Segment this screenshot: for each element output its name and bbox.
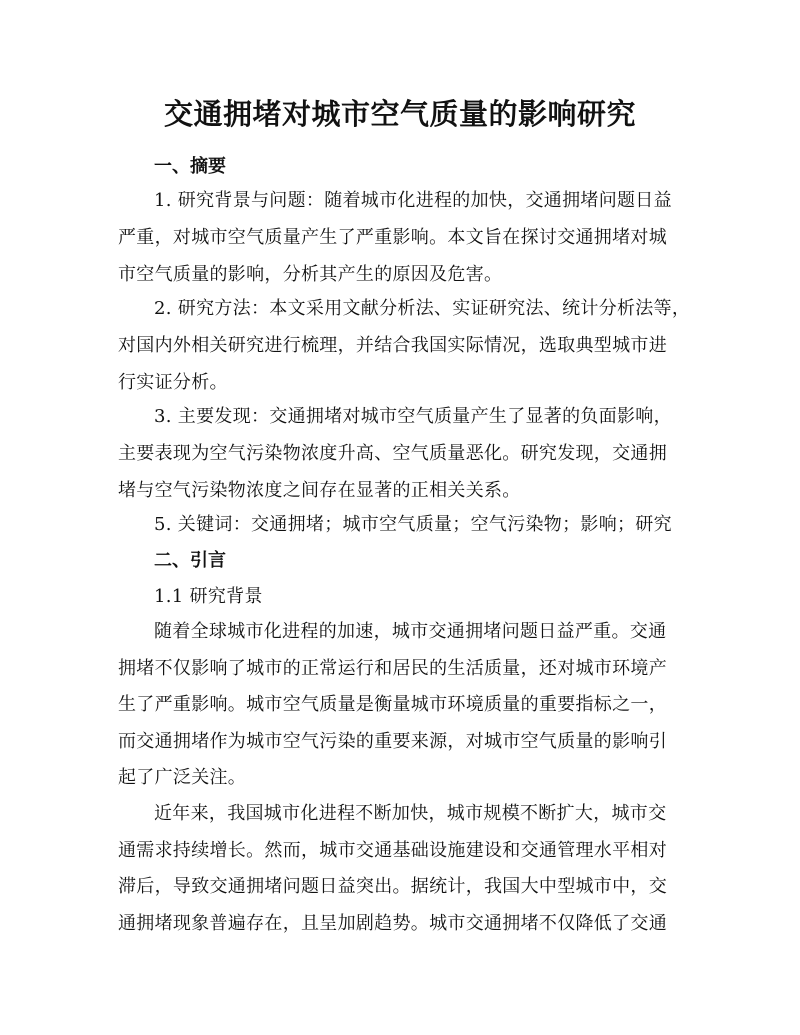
section-heading-abstract: 一、摘要 <box>154 156 226 177</box>
paragraph-line: 主要表现为空气污染物浓度升高、空气质量恶化。研究发现，交通拥 <box>118 443 667 464</box>
subsection-heading: 1.1 研究背景 <box>154 586 263 607</box>
paragraph-line: 2. 研究方法：本文采用文献分析法、实证研究法、统计分析法等， <box>154 298 691 319</box>
paragraph-line: 对国内外相关研究进行梳理，并结合我国实际情况，选取典型城市进 <box>118 335 667 356</box>
paragraph-line: 随着全球城市化进程的加速，城市交通拥堵问题日益严重。交通 <box>154 621 667 642</box>
paragraph-line: 1. 研究背景与问题：随着城市化进程的加快，交通拥堵问题日益 <box>154 190 672 211</box>
paragraph-line: 近年来，我国城市化进程不断加快，城市规模不断扩大，城市交 <box>154 803 667 824</box>
section-heading-introduction: 二、引言 <box>154 550 226 571</box>
paragraph-line: 而交通拥堵作为城市空气污染的重要来源，对城市空气质量的影响引 <box>118 731 667 752</box>
paragraph-line: 拥堵不仅影响了城市的正常运行和居民的生活质量，还对城市环境产 <box>118 658 667 679</box>
paragraph-line: 3. 主要发现：交通拥堵对城市空气质量产生了显著的负面影响， <box>154 406 672 427</box>
paragraph-line: 市空气质量的影响，分析其产生的原因及危害。 <box>118 264 503 285</box>
paragraph-line: 严重，对城市空气质量产生了严重影响。本文旨在探讨交通拥堵对城 <box>118 227 667 248</box>
keywords-line: 5. 关键词：交通拥堵；城市空气质量；空气污染物；影响；研究 <box>154 514 672 535</box>
paragraph-line: 起了广泛关注。 <box>118 767 247 788</box>
paragraph-line: 通拥堵现象普遍存在，且呈加剧趋势。城市交通拥堵不仅降低了交通 <box>118 913 667 934</box>
paragraph-line: 堵与空气污染物浓度之间存在显著的正相关关系。 <box>118 480 521 501</box>
paragraph-line: 滞后，导致交通拥堵问题日益突出。据统计，我国大中型城市中，交 <box>118 876 667 897</box>
paragraph-line: 通需求持续增长。然而，城市交通基础设施建设和交通管理水平相对 <box>118 840 667 861</box>
document-title: 交通拥堵对城市空气质量的影响研究 <box>163 97 636 131</box>
paragraph-line: 生了严重影响。城市空气质量是衡量城市环境质量的重要指标之一， <box>118 694 667 715</box>
paragraph-line: 行实证分析。 <box>118 372 228 393</box>
